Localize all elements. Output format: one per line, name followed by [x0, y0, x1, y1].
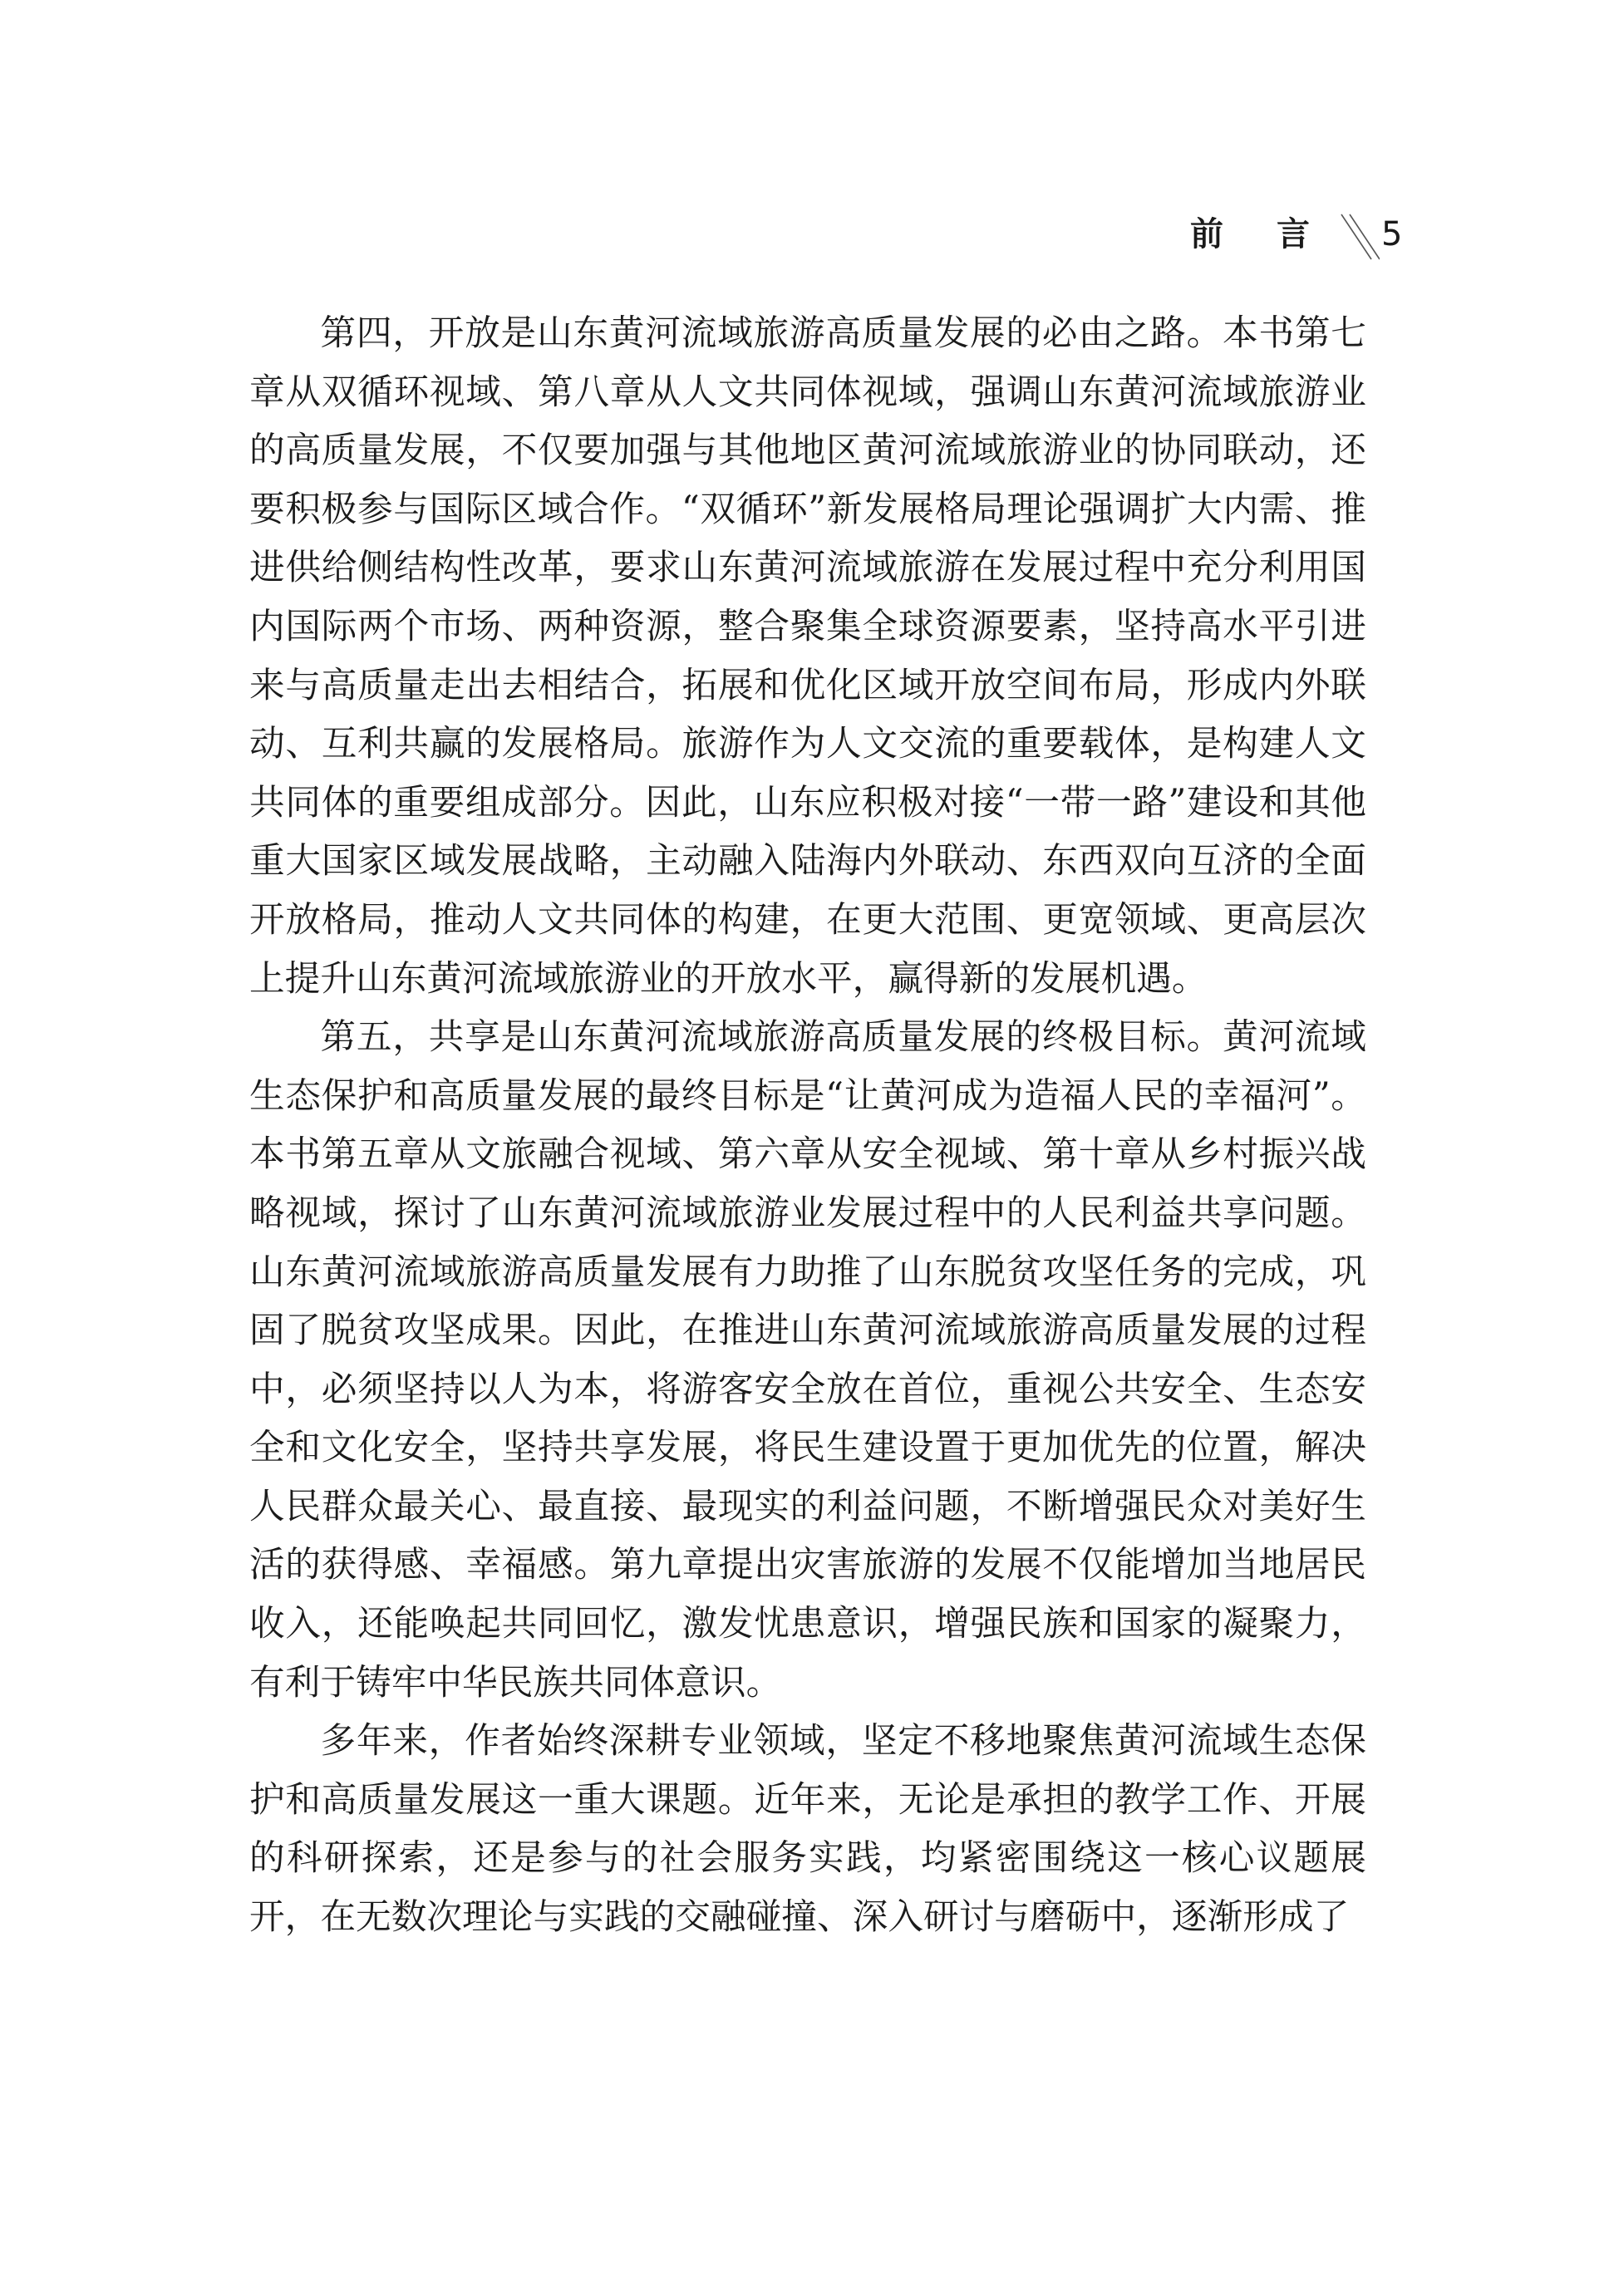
- page-number: 5: [1381, 215, 1403, 253]
- running-header: [0, 209, 1609, 268]
- paragraph-sharing: 第五，共享是山东黄河流域旅游高质量发展的终极目标。黄河流域生态保护和高质量发展的最终目标是“让黄河成为造福人民的幸福河”。本书第五章从文旅融合视域、第六章从安全视域、第十章从乡村振兴战略视域，探讨了山东黄河流域旅游业发展过程中的人民利益共享问题。山东黄河流域旅游高质量发展有力助推了山东脱贫攻坚任务的完成，巩固了脱贫攻坚成果。因此，在推进山东黄河流域旅游高质量发展的过程中，必须坚持以人为本，将游客安全放在首位，重视公共安全、生态安全和文化安全，坚持共享发展，将民生建设置于更加优先的位置，解决人民群众最关心、最直接、最现实的利益问题，不断增强民众对美好生活的获得感、幸福感。第九章提出灾害旅游的发展不仅能增加当地居民收入，还能唤起共同回忆，激发忧患意识，增强民族和国家的凝聚力，有利于铸牢中华民族共同体意识。: [249, 1016, 1366, 1704]
- header-chapter-title: 前言: [1190, 215, 1363, 253]
- paragraph-author: 多年来，作者始终深耕专业领域，坚定不移地聚焦黄河流域生态保护和高质量发展这一重大课题。近年来，无论是承担的教学工作、开展的科研探索，还是参与的社会服务实践，均紧密围绕这一核心议题展开，在无数次理论与实践的交融碰撞、深入研讨与磨砺中，逐渐形成了: [249, 1720, 1366, 1939]
- header-divider-icon: [1338, 213, 1380, 263]
- body-text: [249, 304, 1366, 1947]
- paragraph-opening: 第四，开放是山东黄河流域旅游高质量发展的必由之路。本书第七章从双循环视域、第八章从人文共同体视域，强调山东黄河流域旅游业的高质量发展，不仅要加强与其他地区黄河流域旅游业的协同联动，还要积极参与国际区域合作。“双循环”新发展格局理论强调扩大内需、推进供给侧结构性改革，要求山东黄河流域旅游在发展过程中充分利用国内国际两个市场、两种资源，整合聚集全球资源要素，坚持高水平引进来与高质量走出去相结合，拓展和优化区域开放空间布局，形成内外联动、互利共赢的发展格局。旅游作为人文交流的重要载体，是构建人文共同体的重要组成部分。因此，山东应积极对接“一带一路”建设和其他重大国家区域发展战略，主动融入陆海内外联动、东西双向互济的全面开放格局，推动人文共同体的构建，在更大范围、更宽领域、更高层次上提升山东黄河流域旅游业的开放水平，赢得新的发展机遇。: [249, 312, 1366, 1000]
